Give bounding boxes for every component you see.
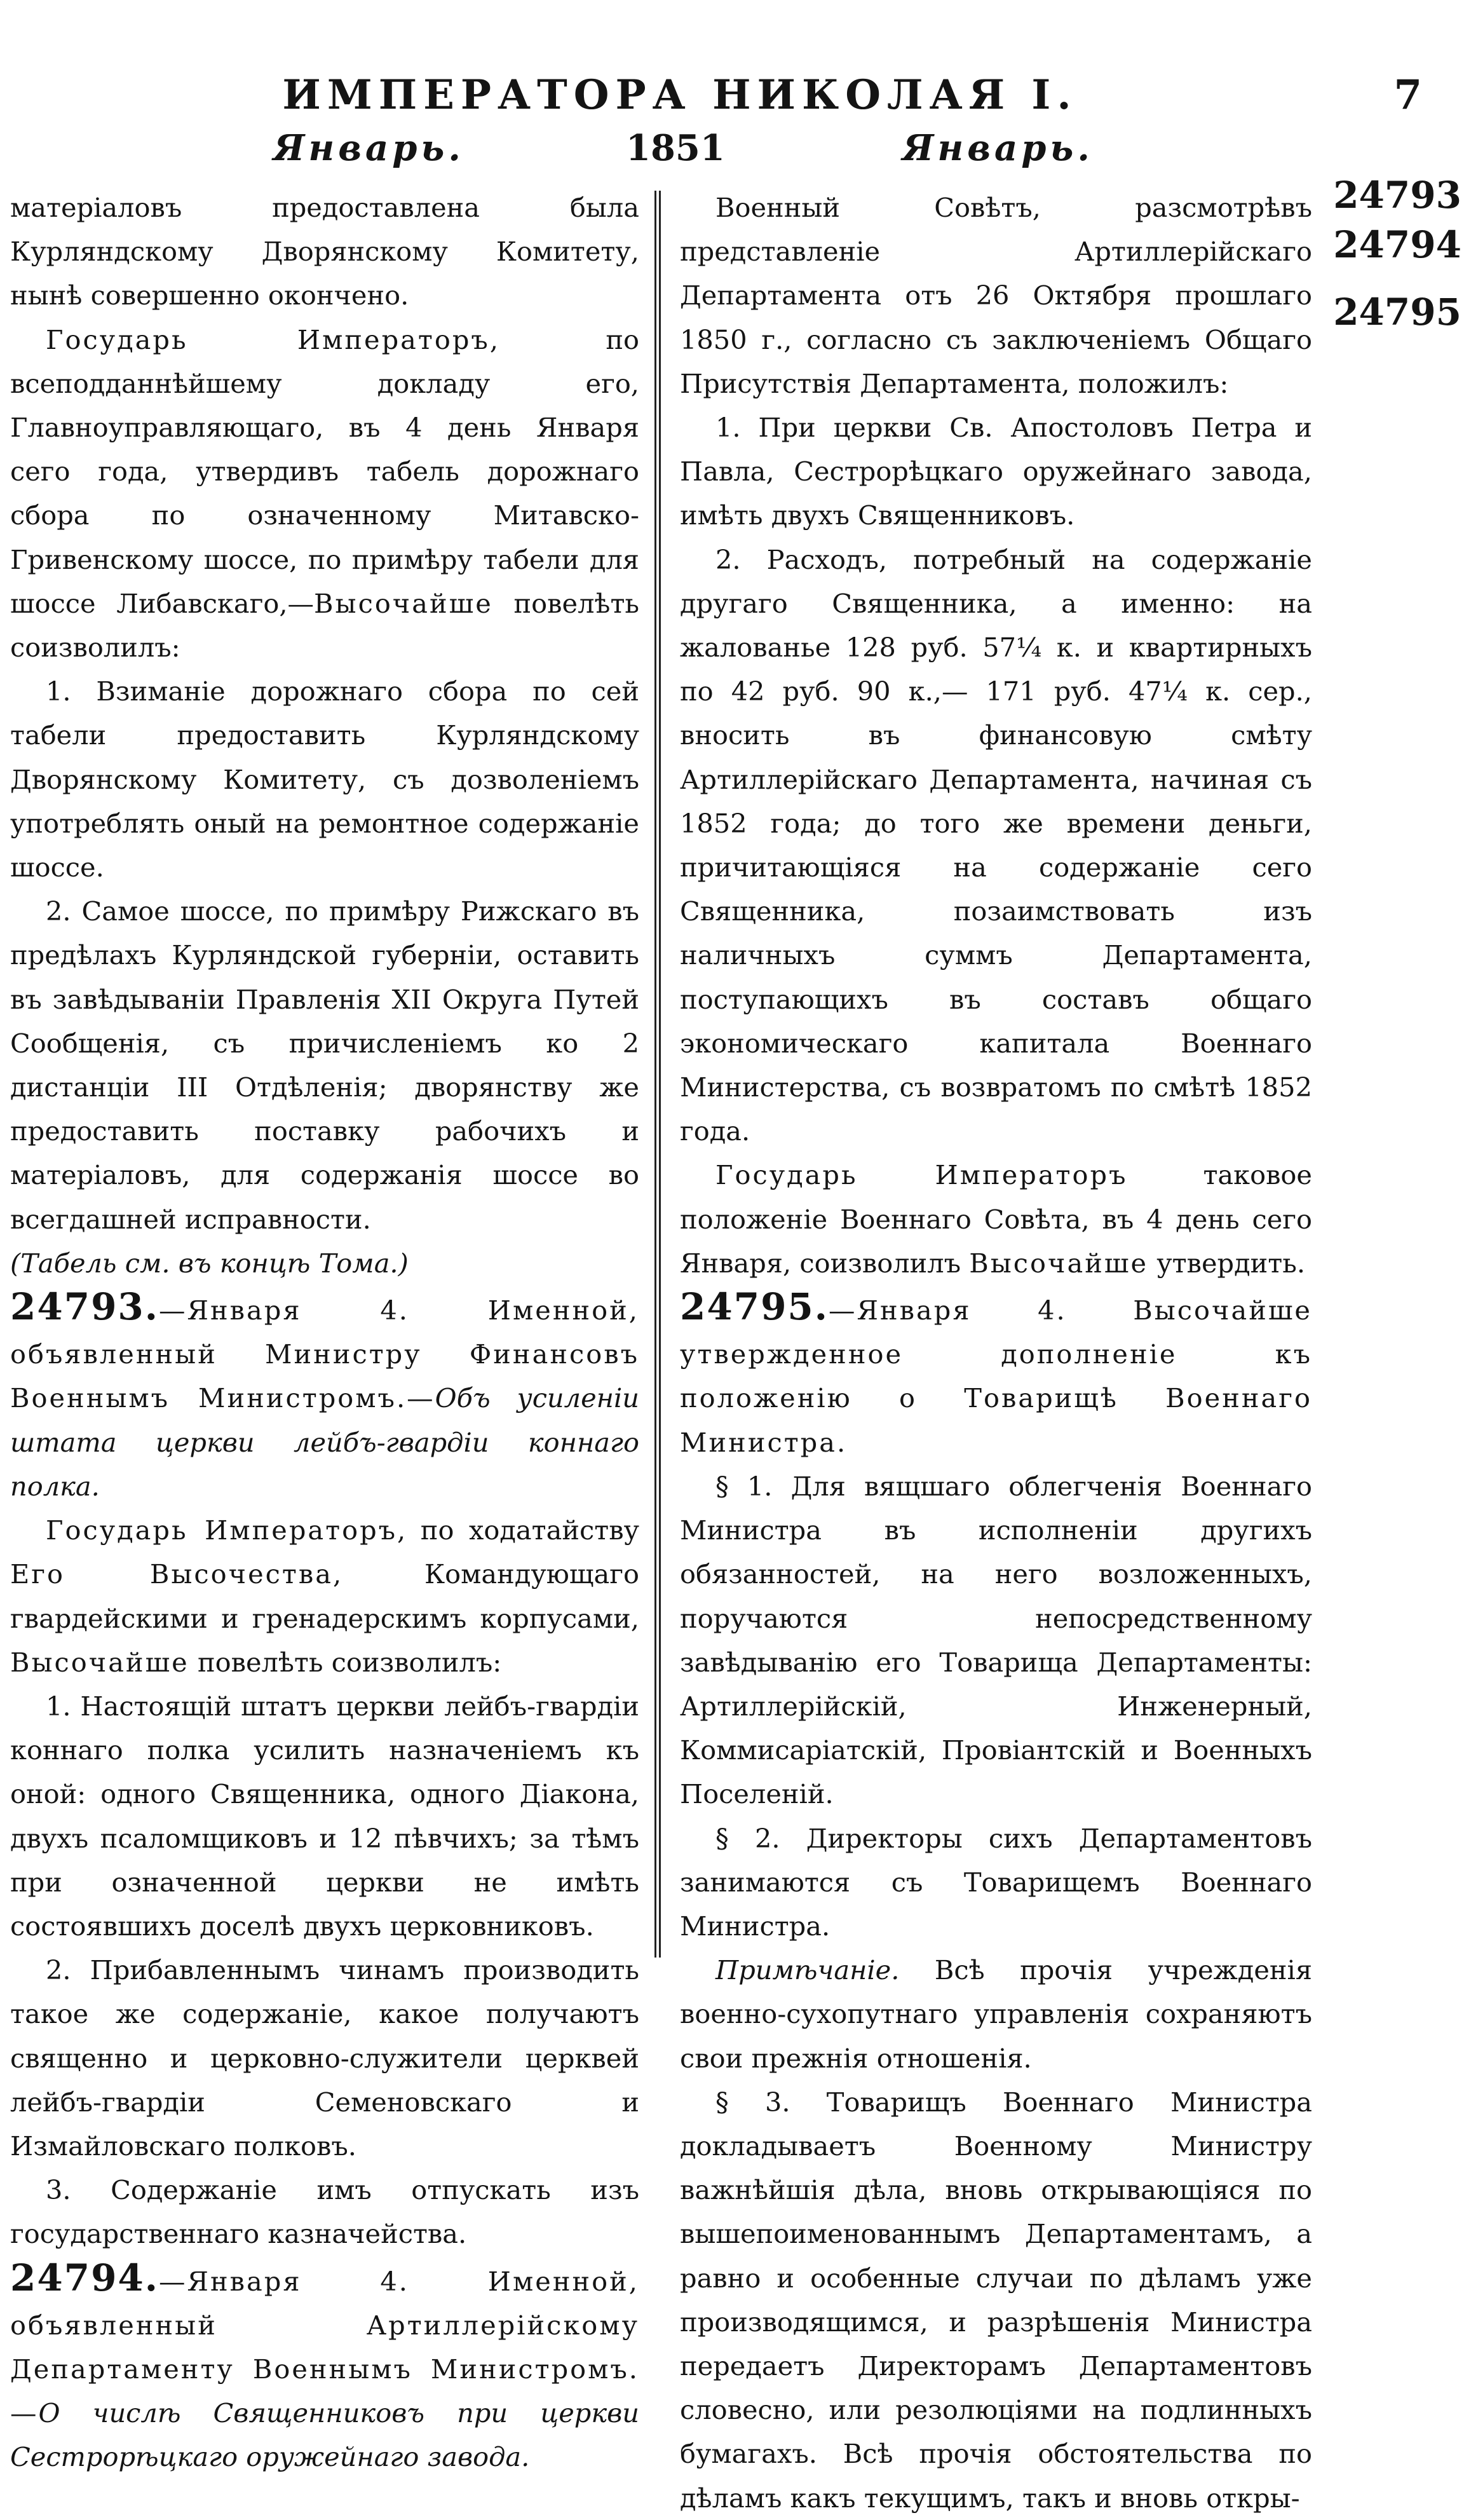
paragraph: 1. При церкви Св. Апостоловъ Петра и Павла, Сестрорѣцкаго оружейнаго завода, имѣть двухъ Священниковъ. xyxy=(680,412,1312,531)
month-right: Январь. xyxy=(902,127,1094,169)
page-header xyxy=(0,71,1464,128)
paragraph: 2. Прибавленнымъ чинамъ производить такое же содержаніе, какое получаютъ священно и церковно-служители церквей лейбъ-гвардіи Семеновскаго и Измайловскаго полковъ. xyxy=(10,1954,639,2162)
date-line xyxy=(0,127,1464,178)
paragraph: § 1. Для вящшаго облегченія Военнаго Министра въ исполненіи другихъ обязанностей, на него возложенныхъ, поручаются непосредственному завѣдыванію его Товарища Департаменты: Артиллерійскій, Инженерный, Коммисаріатскій, Провіантскій и Военныхъ Поселеній. xyxy=(680,1470,1312,1810)
decree-24795-heading: 24795.—Января 4. Высочайше утвержденное дополненіе къ положенію о Товарищѣ Военнаго Министра. xyxy=(680,1285,1312,1458)
paragraph: 2. Самое шоссе, по примѣру Рижскаго въ предѣлахъ Курляндской губерніи, оставить въ завѣдываніи Правленія XII Округа Путей Сообщенія, съ причисленіемъ ко 2 дистанціи III Отдѣленія; дворянству же предоставить поставку рабочихъ и матеріаловъ, для содержанія шоссе во всегдашней исправности. xyxy=(10,896,639,1235)
paragraph: § 3. Товарищъ Военнаго Министра докладываетъ Военному Министру важнѣйшія дѣла, вновь открывающіяся по вышепоименованнымъ Департаментамъ, а равно и особенные случаи по дѣламъ уже производящимся, и разрѣшенія Министра передаетъ Директорамъ Департаментовъ словесно, или резолюціями на подлинныхъ бумагахъ. Всѣ прочія обстоятельства по дѣламъ какъ текущимъ, такъ и вновь откры- xyxy=(680,2086,1312,2514)
paragraph: 3. Содержаніе имъ отпускать изъ государственнаго казначейства. xyxy=(10,2174,639,2250)
decree-24794-heading: 24794.—Января 4. Именной, объявленный Артиллерійскому Департаменту Военнымъ Министромъ. —О числѣ Священниковъ при церкви Сестрорѣцкаго оружейнаго завода. xyxy=(10,2256,639,2473)
paragraph: Примѣчаніе. Всѣ прочія учрежденія военно-сухопутнаго управленія сохраняютъ свои прежнія отношенія. xyxy=(680,1954,1312,2074)
margin-decree-numbers xyxy=(1315,170,1461,337)
decree-number: 24795. xyxy=(680,1285,829,1329)
year: 1851 xyxy=(626,127,725,169)
paragraph: Государь Императоръ, по ходатайству Его Высочества, Командующаго гвардейскими и гренадерскимъ корпусами, Высочайше повелѣть соизволилъ: xyxy=(10,1515,640,1678)
decree-number: 24794. xyxy=(10,2256,159,2299)
paragraph: Государь Императоръ таковое положеніе Военнаго Совѣта, въ 4 день сего Января, соизволилъ Высочайше утвердить. xyxy=(680,1159,1312,1279)
paragraph: матеріаловъ предоставлена была Курляндскому Дворянскому Комитету, нынѣ совершенно окончено. xyxy=(10,192,639,311)
column-divider xyxy=(654,191,661,1958)
paragraph: 1. Взиманіе дорожнаго сбора по сей табели предоставить Курляндскому Дворянскому Комитету, съ дозволеніемъ употреблять оный на ремонтное содержаніе шоссе. xyxy=(10,676,639,883)
decree-number: 24793. xyxy=(10,1285,159,1329)
page-number: 7 xyxy=(1393,71,1422,119)
paragraph: 1. Настоящій штатъ церкви лейбъ-гвардіи коннаго полка усилить назначеніемъ къ оной: одного Священника, одного Діакона, двухъ псаломщиковъ и 12 пѣвчихъ; за тѣмъ при означенной церкви не имѣть состоявшихъ доселѣ двухъ церковниковъ. xyxy=(10,1690,639,1942)
paragraph: 2. Расходъ, потребный на содержаніе другаго Священника, а именно: на жалованье 128 руб. 57¼ к. и квартирныхъ по 42 руб. 90 к.,— 171 руб. 47¼ к. сер., вносить въ финансовую смѣту Артиллерійскаго Департамента, начиная съ 1852 года; до того же времени деньги, причитающіяся на содержаніе сего Священника, позаимствовать изъ наличныхъ суммъ Департамента, поступающихъ въ составъ общаго экономическаго капитала Военнаго Министерства, съ возвратомъ по смѣтѣ 1852 года. xyxy=(680,543,1312,1147)
decree-24793-heading: 24793.—Января 4. Именной, объявленный Министру Финансовъ Военнымъ Министромъ.—Объ усиленіи штата церкви лейбъ-гвардіи коннаго полка. xyxy=(10,1285,639,1502)
margin-number: 24793 xyxy=(1333,174,1461,217)
month-left: Январь. xyxy=(273,127,464,169)
note: (Табель см. въ концѣ Тома.) xyxy=(10,1247,409,1279)
right-column xyxy=(680,186,1312,2520)
left-column xyxy=(10,186,639,2479)
paragraph: Государь Императоръ, по всеподданнѣйшему докладу его, Главноуправляющаго, въ 4 день Января сего года, утвердивъ табель дорожнаго сбора по означенному Митавско-Гривенскому шоссе, по примѣру табели для шоссе Либавскаго,—Высочайше повелѣть соизволилъ: xyxy=(10,324,640,664)
margin-number: 24795 xyxy=(1333,290,1461,334)
margin-number: 24794 xyxy=(1333,223,1461,266)
paragraph: § 2. Директоры сихъ Департаментовъ занимаются съ Товарищемъ Военнаго Министра. xyxy=(680,1822,1312,1942)
paragraph: Военный Совѣтъ, разсмотрѣвъ представленіе Артиллерійскаго Департамента отъ 26 Октября прошлаго 1850 г., согласно съ заключеніемъ Общаго Присутствія Департамента, положилъ: xyxy=(680,192,1312,399)
running-title: ИМПЕРАТОРА НИКОЛАЯ I. xyxy=(282,71,1078,119)
